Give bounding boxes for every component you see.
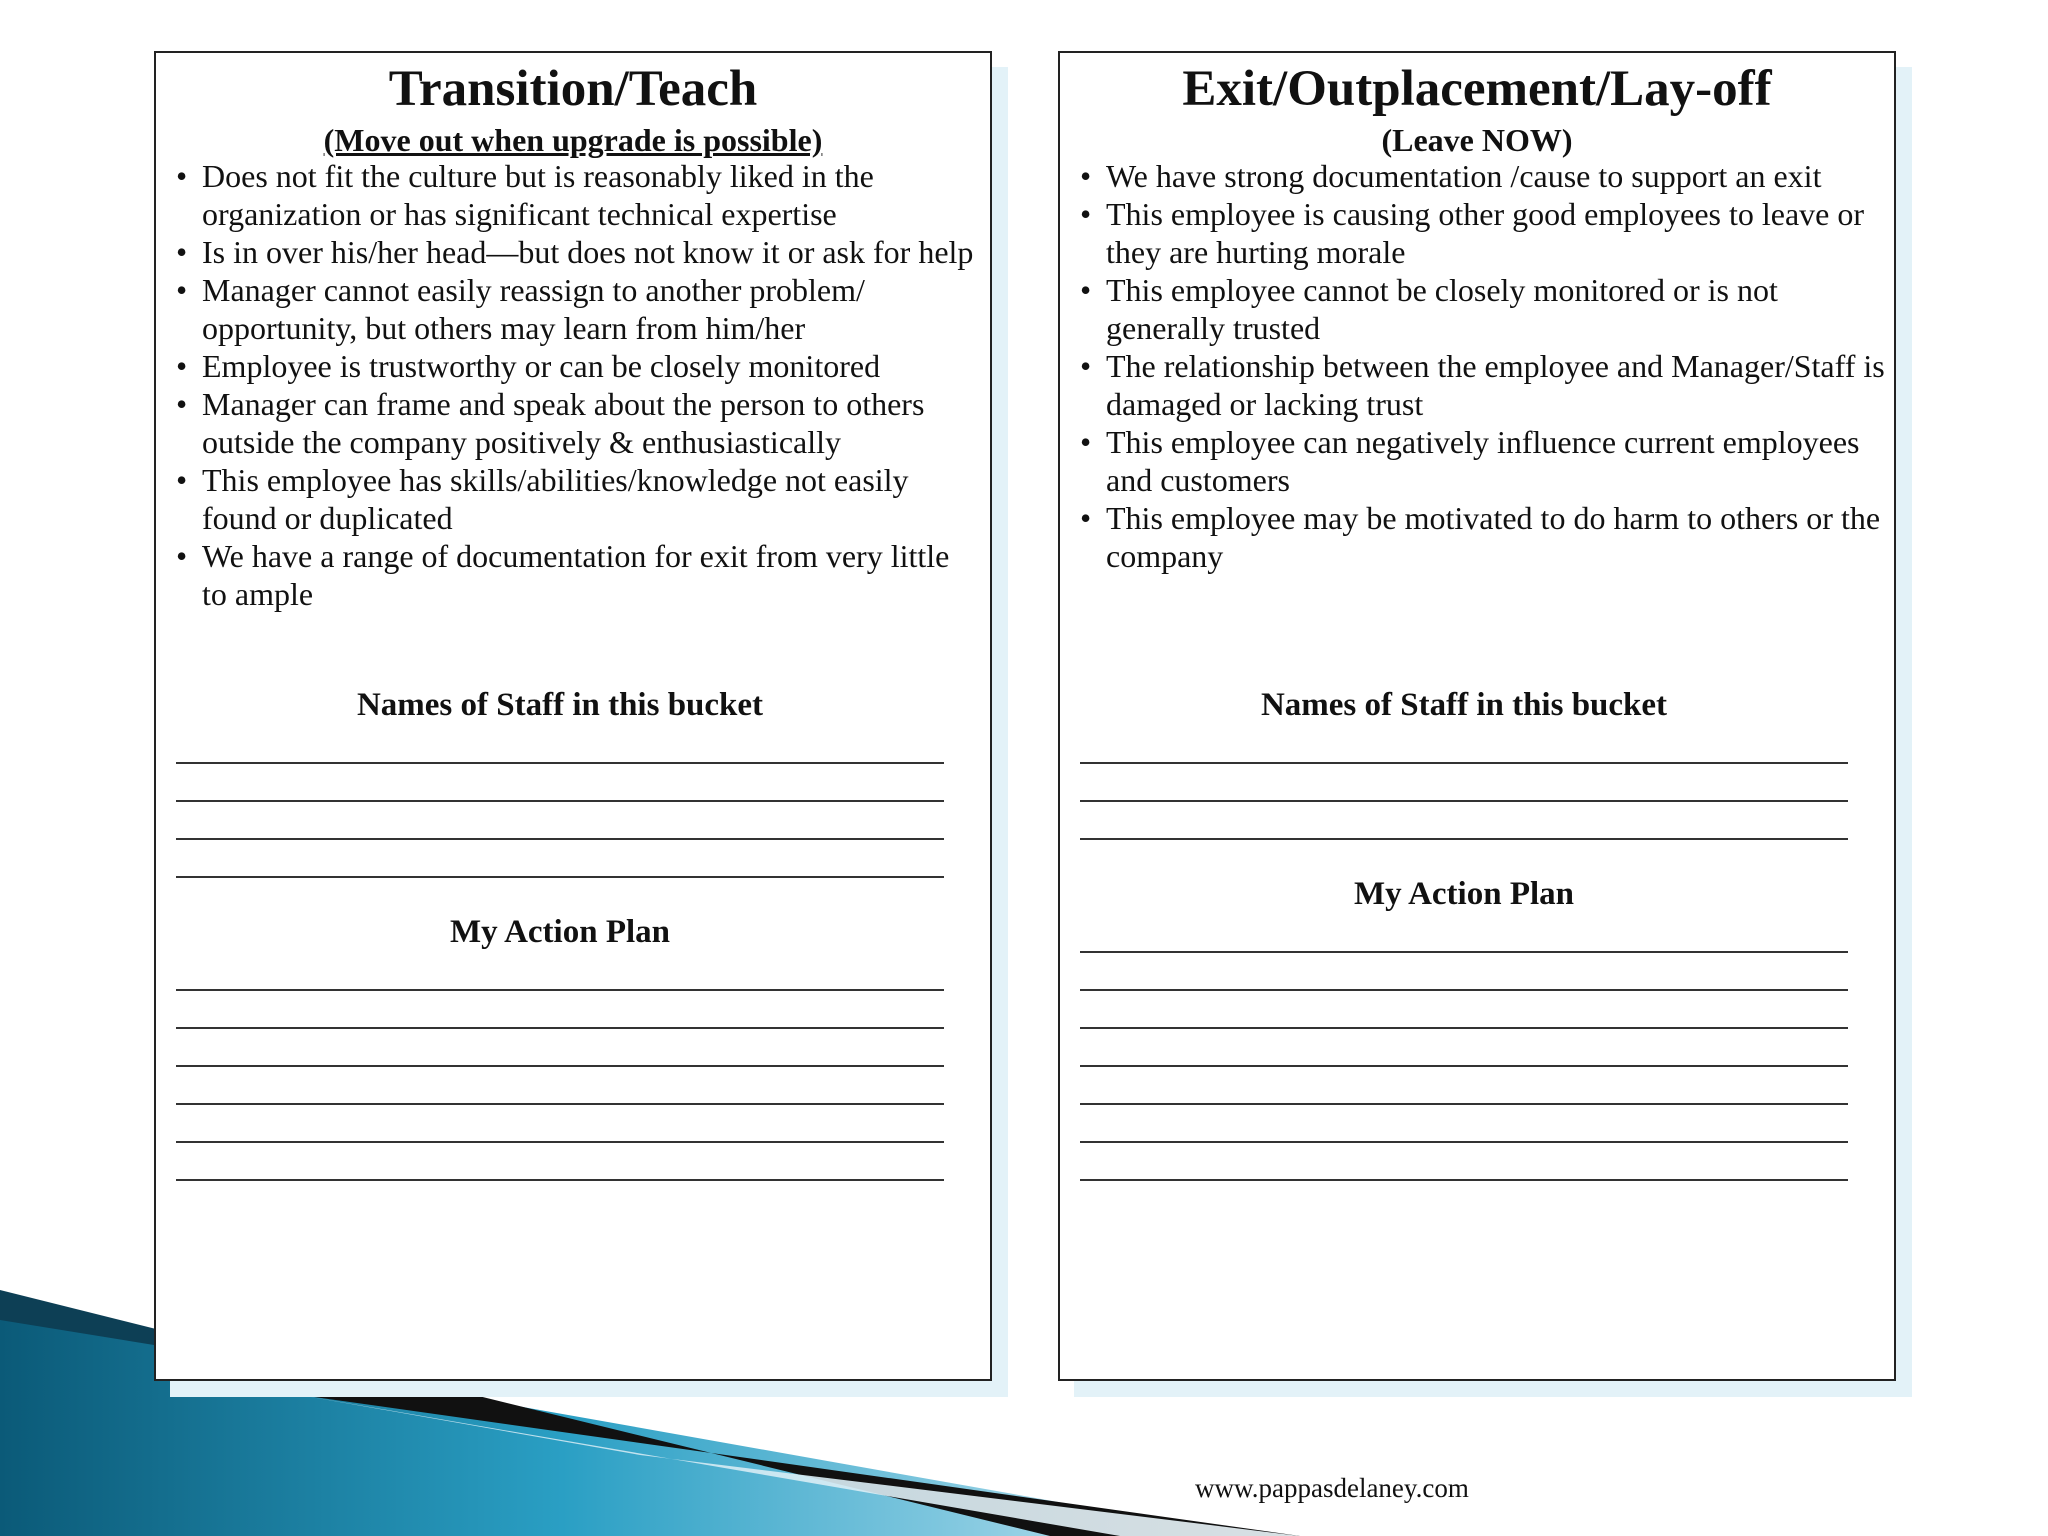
action-plan-line[interactable] xyxy=(1080,951,1848,953)
staff-name-line[interactable] xyxy=(176,800,944,802)
staff-name-line[interactable] xyxy=(1080,762,1848,764)
list-item: • We have strong documentation /cause to support an exit xyxy=(1080,157,1886,195)
list-item: • This employee may be motivated to do harm to others or the company xyxy=(1080,499,1886,575)
staff-name-line[interactable] xyxy=(176,838,944,840)
staff-name-line[interactable] xyxy=(1080,800,1848,802)
list-item: • This employee has skills/abilities/knowledge not easily found or duplicated xyxy=(176,461,976,537)
list-item: • Does not fit the culture but is reasonably liked in the organization or has significant technical expertise xyxy=(176,157,976,233)
criteria-list xyxy=(176,157,976,613)
list-item: • We have a range of documentation for exit from very little to ample xyxy=(176,537,976,613)
staff-name-line[interactable] xyxy=(176,762,944,764)
card-title: Exit/Outplacement/Lay-off xyxy=(1182,61,1772,117)
action-plan-heading: My Action Plan xyxy=(1354,876,1574,912)
action-plan-line[interactable] xyxy=(1080,1103,1848,1105)
action-plan-line[interactable] xyxy=(1080,1027,1848,1029)
staff-name-line[interactable] xyxy=(1080,838,1848,840)
action-plan-line[interactable] xyxy=(176,1027,944,1029)
action-plan-line[interactable] xyxy=(176,1179,944,1181)
exit-outplacement-card xyxy=(1058,51,1896,1381)
card-subtitle: (Leave NOW) xyxy=(1381,122,1573,158)
criteria-list xyxy=(1080,157,1886,575)
action-plan-line[interactable] xyxy=(176,1103,944,1105)
transition-teach-card xyxy=(154,51,992,1381)
action-plan-line[interactable] xyxy=(1080,1141,1848,1143)
list-item: • Manager cannot easily reassign to another problem/ opportunity, but others may learn from him/her xyxy=(176,271,976,347)
action-plan-heading: My Action Plan xyxy=(450,914,670,950)
action-plan-line[interactable] xyxy=(176,989,944,991)
list-item: • Manager can frame and speak about the person to others outside the company positively & enthusiastically xyxy=(176,385,976,461)
action-plan-line[interactable] xyxy=(1080,1065,1848,1067)
card-subtitle: (Move out when upgrade is possible) xyxy=(323,122,823,158)
list-item: • This employee is causing other good employees to leave or they are hurting morale xyxy=(1080,195,1886,271)
list-item: • Is in over his/her head—but does not know it or ask for help xyxy=(176,233,976,271)
action-plan-line[interactable] xyxy=(1080,1179,1848,1181)
action-plan-line[interactable] xyxy=(1080,989,1848,991)
footer-website-link[interactable]: www.pappasdelaney.com xyxy=(1195,1473,1469,1503)
list-item: • This employee cannot be closely monitored or is not generally trusted xyxy=(1080,271,1886,347)
list-item: • The relationship between the employee and Manager/Staff is damaged or lacking trust xyxy=(1080,347,1886,423)
action-plan-line[interactable] xyxy=(176,1065,944,1067)
staff-name-line[interactable] xyxy=(176,876,944,878)
staff-names-heading: Names of Staff in this bucket xyxy=(356,687,764,723)
card-title: Transition/Teach xyxy=(388,61,758,117)
list-item: • Employee is trustworthy or can be closely monitored xyxy=(176,347,976,385)
action-plan-line[interactable] xyxy=(176,1141,944,1143)
list-item: • This employee can negatively influence current employees and customers xyxy=(1080,423,1886,499)
staff-names-heading: Names of Staff in this bucket xyxy=(1260,687,1668,723)
